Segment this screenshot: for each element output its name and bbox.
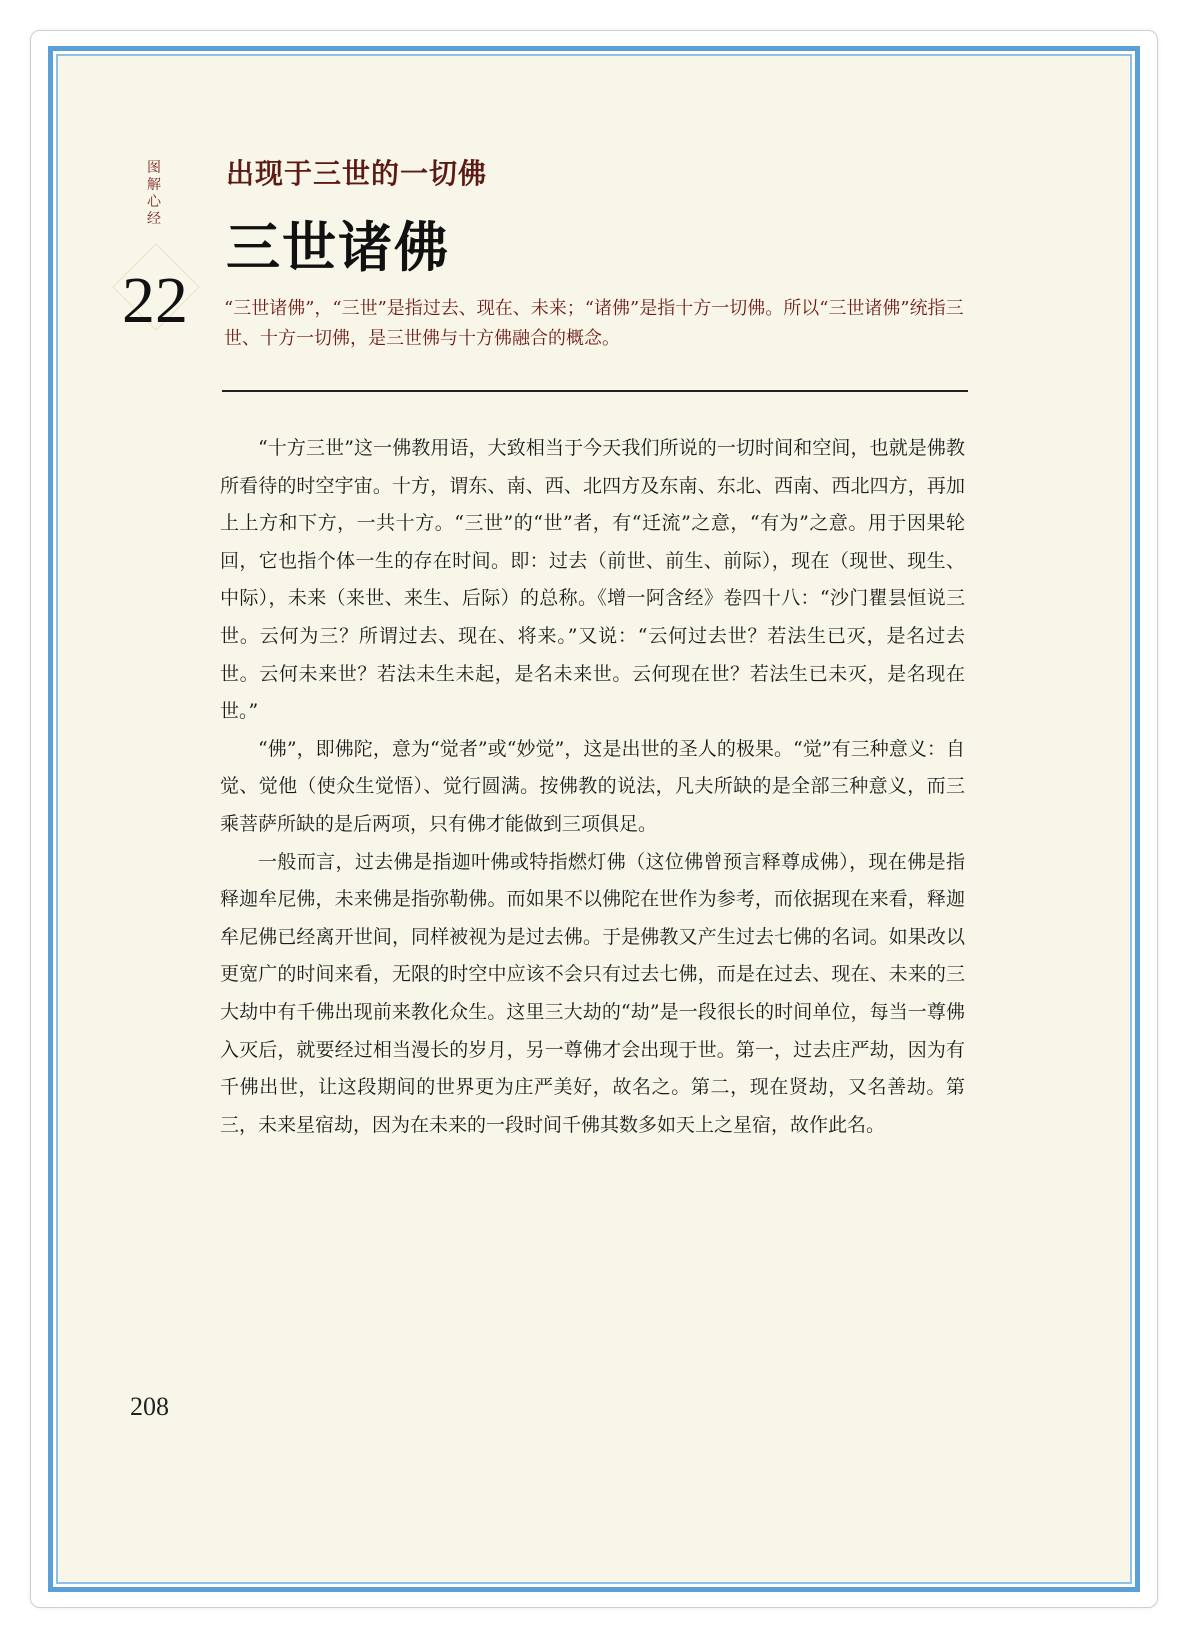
side-label-char: 解 [147,177,161,193]
chapter-number-text: 22 [122,264,188,337]
body-paragraph: “十方三世”这一佛教用语，大致相当于今天我们所说的一切时间和空间，也就是佛教所看待的时空宇宙。十方，谓东、南、西、北四方及东南、东北、西南、西北四方，再加上上方和下方，一共十方。“三世”的“世”者，有“迁流”之意，“有为”之意。用于因果轮回，它也指个体一生的存在时间。即：过去（前世、前生、前际），现在（现世、现生、中际），未来（来世、来生、后际）的总称。《增一阿含经》卷四十八：“沙门瞿昙恒说三世。云何为三？所谓过去、现在、将来。”又说：“云何过去世？若法生已灭，是名过去世。云何未来世？若法未生未起，是名未来世。云何现在世？若法生已未灭，是名现在世。” [220,437,965,723]
side-label-char: 图 [147,160,161,176]
body-paragraph: 一般而言，过去佛是指迦叶佛或特指燃灯佛（这位佛曾预言释尊成佛），现在佛是指释迦牟尼佛，未来佛是指弥勒佛。而如果不以佛陀在世作为参考，而依据现在来看，释迦牟尼佛已经离开世间，同样被视为是过去佛。于是佛教又产生过去七佛的名词。如果改以更宽广的时间来看，无限的时空中应该不会只有过去七佛，而是在过去、现在、未来的三大劫中有千佛出现前来教化众生。这里三大劫的“劫”是一段很长的时间单位，每当一尊佛入灭后，就要经过相当漫长的岁月，另一尊佛才会出现于世。第一，过去庄严劫，因为有千佛出世，让这段期间的世界更为庄严美好，故名之。第二，现在贤劫，又名善劫。第三，未来星宿劫，因为在未来的一段时间千佛其数多如天上之星宿，故作此名。 [220,850,965,1136]
body-paragraph: “佛”，即佛陀，意为“觉者”或“妙觉”，这是出世的圣人的极果。“觉”有三种意义：自觉、觉他（使众生觉悟）、觉行圆满。按佛教的说法，凡夫所缺的是全部三种意义，而三乘菩萨所缺的是后两项，只有佛才能做到三项俱足。 [220,737,965,835]
section-title: 三世诸佛 [226,215,450,279]
side-label-char: 心 [147,194,161,210]
section-subtitle: 出现于三世的一切佛 [226,157,488,190]
header-divider [222,390,968,392]
section-intro: “三世诸佛”，“三世”是指过去、现在、未来；“诸佛”是指十方一切佛。所以“三世诸佛”统指三世、十方一切佛，是三世佛与十方佛融合的概念。 [224,298,964,349]
page-number: 208 [130,1392,169,1421]
book-side-label [144,160,164,228]
side-label-char: 经 [147,211,161,227]
chapter-number [110,266,200,336]
body-text [220,430,965,1144]
